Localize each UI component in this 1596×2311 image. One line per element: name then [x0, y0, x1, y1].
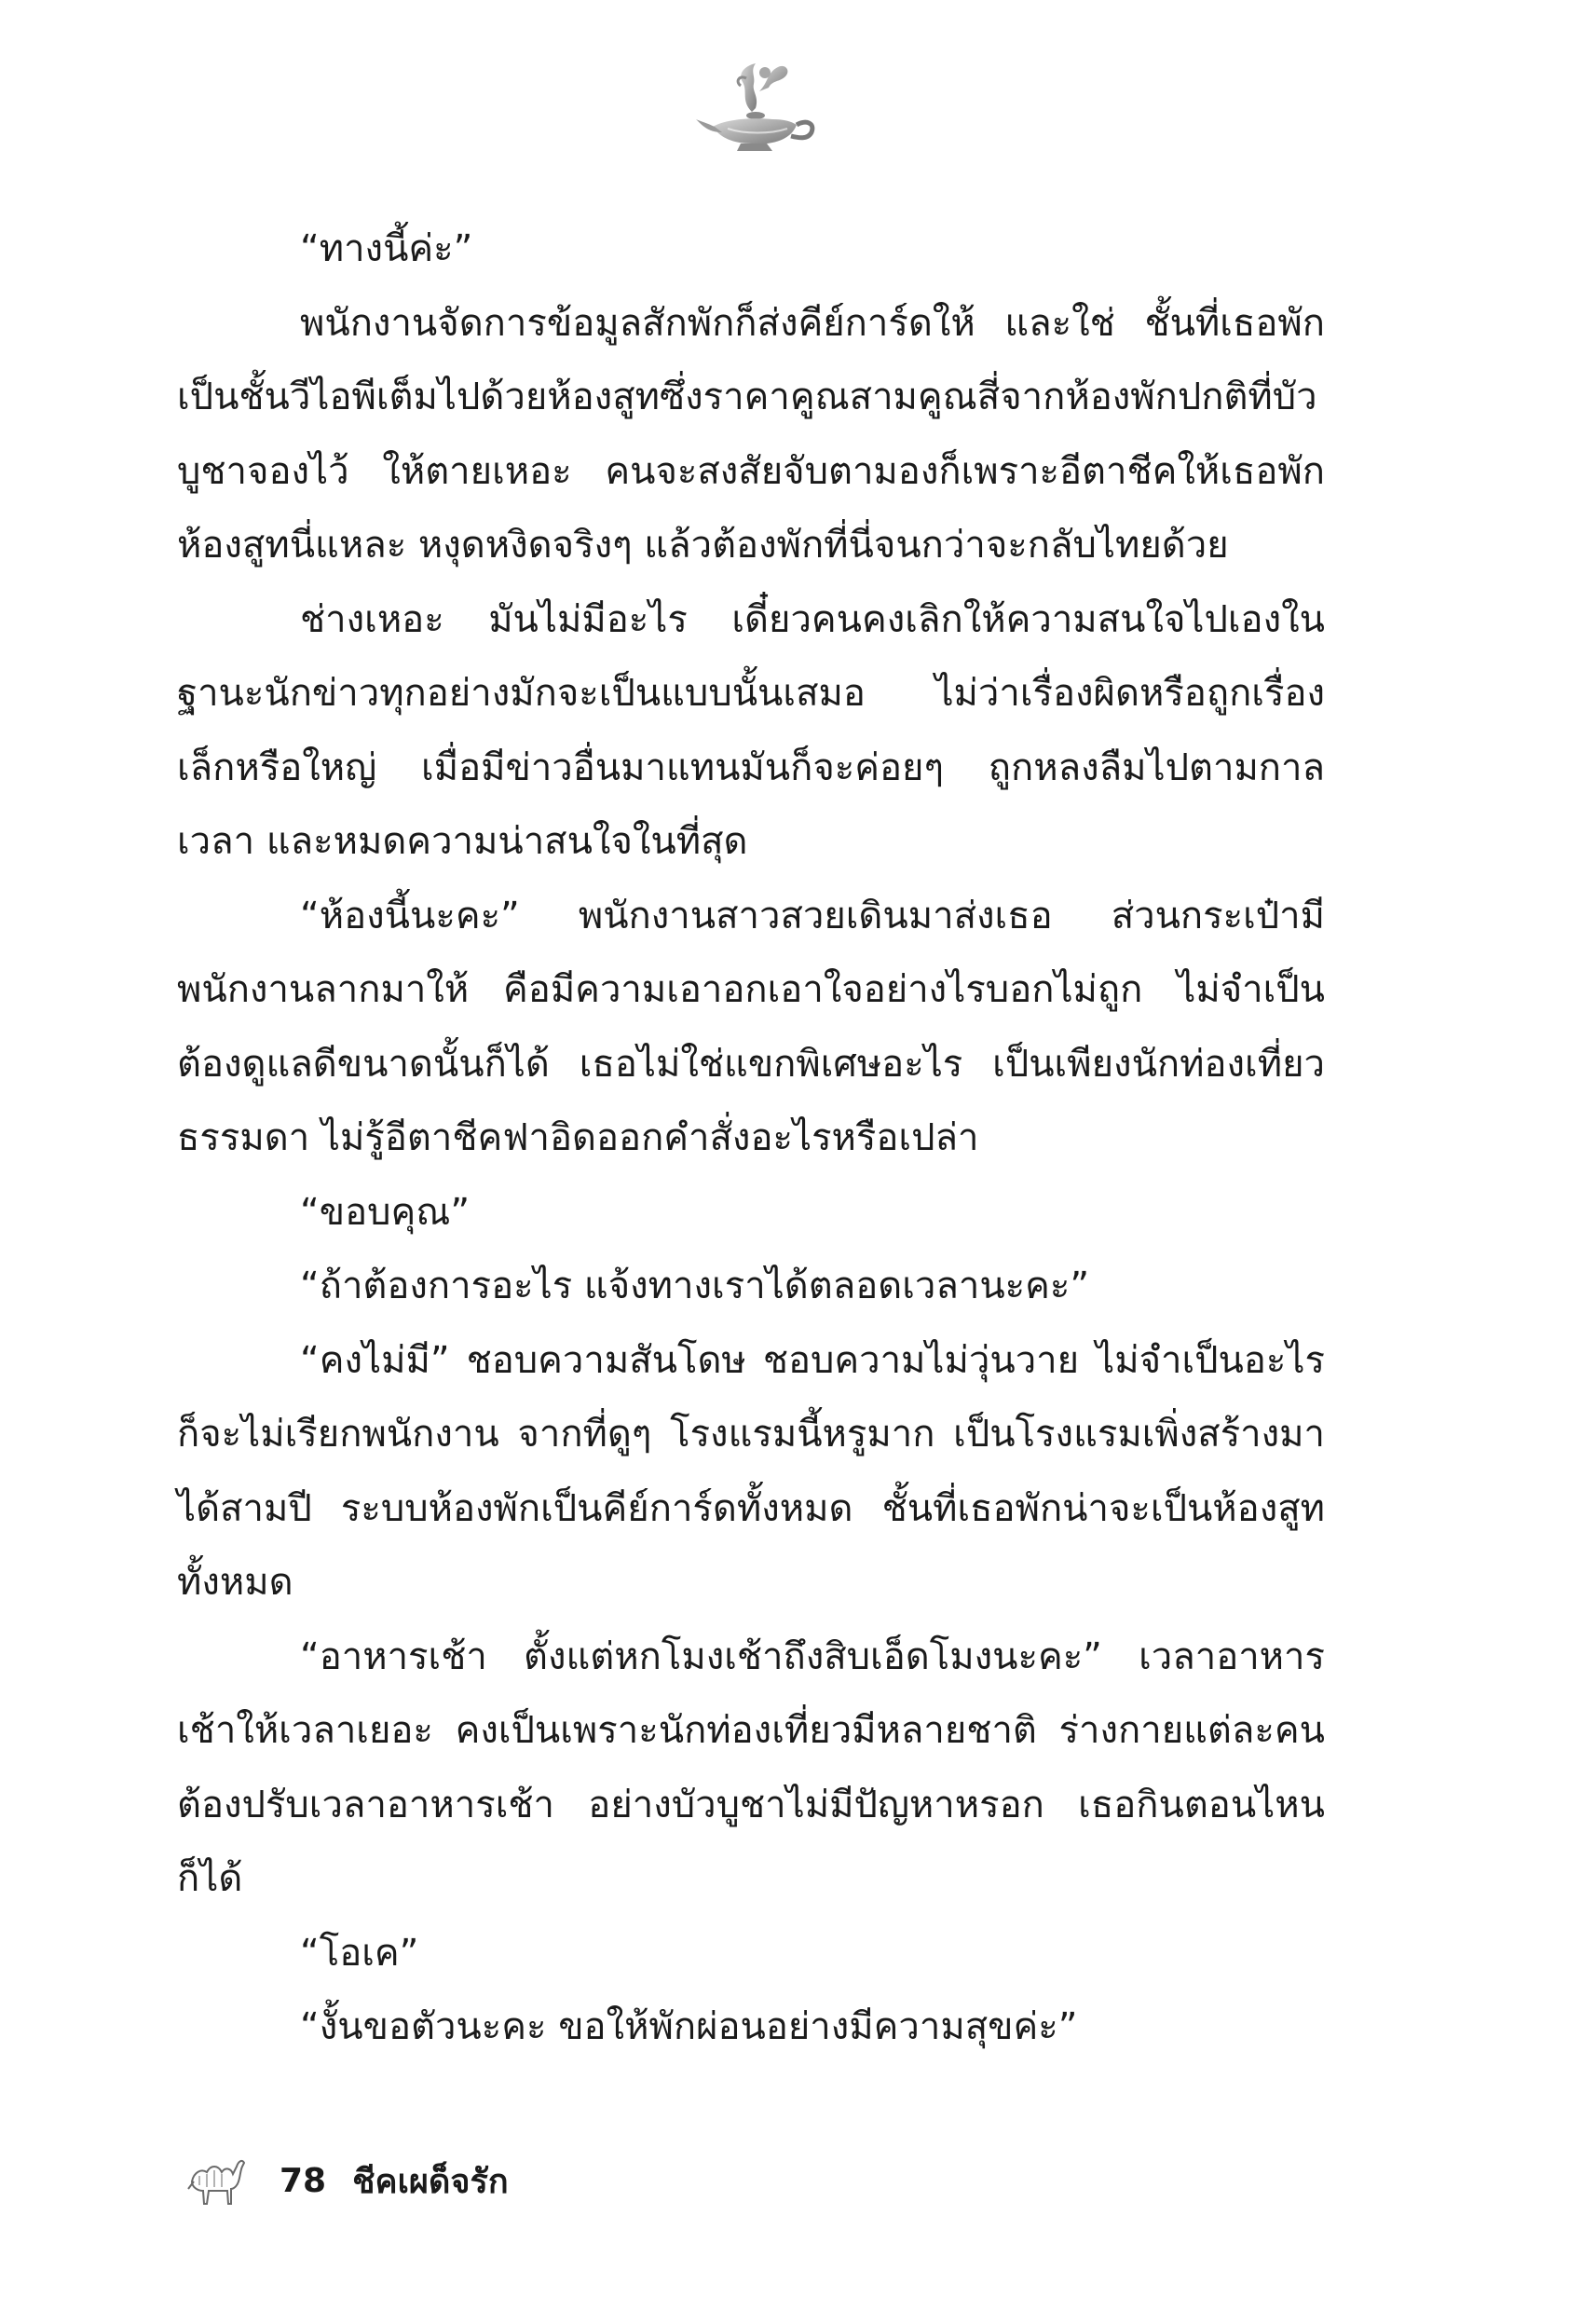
- page-footer: [186, 2148, 745, 2213]
- paragraph: “ทางนี้ค่ะ”: [300, 227, 473, 270]
- paragraph: พนักงานจัดการข้อมูลสักพักก็ส่งคีย์การ์ดให้ และใช่ ชั้นที่เธอพักเป็นชั้นวีไอพีเต็มไปด้วยห้องสูทซึ่งราคาคูณสามคูณสี่จากห้องพักปกติที่บัวบูชาจองไว้ ให้ตายเหอะ คนจะสงสัยจับตามองก็เพราะอีตาชีคให้เธอพักห้องสูทนี่แหละ หงุดหงิดจริงๆ แล้วต้องพักที่นี่จนกว่าจะกลับไทยด้วย: [177, 301, 1325, 567]
- paragraph: “ขอบคุณ”: [300, 1190, 471, 1234]
- paragraph: “งั้นขอตัวนะคะ ขอให้พักผ่อนอย่างมีความสุขค่ะ”: [300, 2005, 1078, 2048]
- genie-lamp-icon: [694, 54, 825, 157]
- book-title: ชีคเผด็จรัก: [352, 2162, 509, 2201]
- body-text: [177, 212, 1325, 2065]
- paragraph: “คงไม่มี” ชอบความสันโดษ ชอบความไม่วุ่นวาย ไม่จำเป็นอะไรก็จะไม่เรียกพนักงาน จากที่ดูๆ โรงแรมนี้หรูมาก เป็นโรงแรมเพิ่งสร้างมาได้สามปี ระบบห้องพักเป็นคีย์การ์ดทั้งหมด ชั้นที่เธอพักน่าจะเป็นห้องสูททั้งหมด: [177, 1338, 1325, 1604]
- paragraph: ช่างเหอะ มันไม่มีอะไร เดี๋ยวคนคงเลิกให้ความสนใจไปเองในฐานะนักข่าวทุกอย่างมักจะเป็นแบบนั้นเสมอ ไม่ว่าเรื่องผิดหรือถูกเรื่องเล็กหรือใหญ่ เมื่อมีข่าวอื่นมาแทนมันก็จะค่อยๆ ถูกหลงลืมไปตามกาลเวลา และหมดความน่าสนใจในที่สุด: [177, 597, 1325, 863]
- paragraph: “ห้องนี้นะคะ” พนักงานสาวสวยเดินมาส่งเธอ ส่วนกระเป๋ามีพนักงานลากมาให้ คือมีความเอาอกเอาใจอย่างไรบอกไม่ถูก ไม่จำเป็นต้องดูแลดีขนาดนั้นก็ได้ เธอไม่ใช่แขกพิเศษอะไร เป็นเพียงนักท่องเที่ยวธรรมดา ไม่รู้อีตาชีคฟาอิดออกคำสั่งอะไรหรือเปล่า: [177, 894, 1325, 1159]
- paragraph: “ถ้าต้องการอะไร แจ้งทางเราได้ตลอดเวลานะคะ”: [300, 1265, 1090, 1307]
- paragraph: “โอเค”: [300, 1931, 419, 1975]
- page-number: 78: [280, 2161, 327, 2200]
- paragraph: “อาหารเช้า ตั้งแต่หกโมงเช้าถึงสิบเอ็ดโมงนะคะ” เวลาอาหารเช้าให้เวลาเยอะ คงเป็นเพราะนักท่องเที่ยวมีหลายชาติ ร่างกายแต่ละคนต้องปรับเวลาอาหารเช้า อย่างบัวบูชาไม่มีปัญหาหรอก เธอกินตอนไหนก็ได้: [177, 1634, 1325, 1900]
- camel-icon: [186, 2154, 248, 2208]
